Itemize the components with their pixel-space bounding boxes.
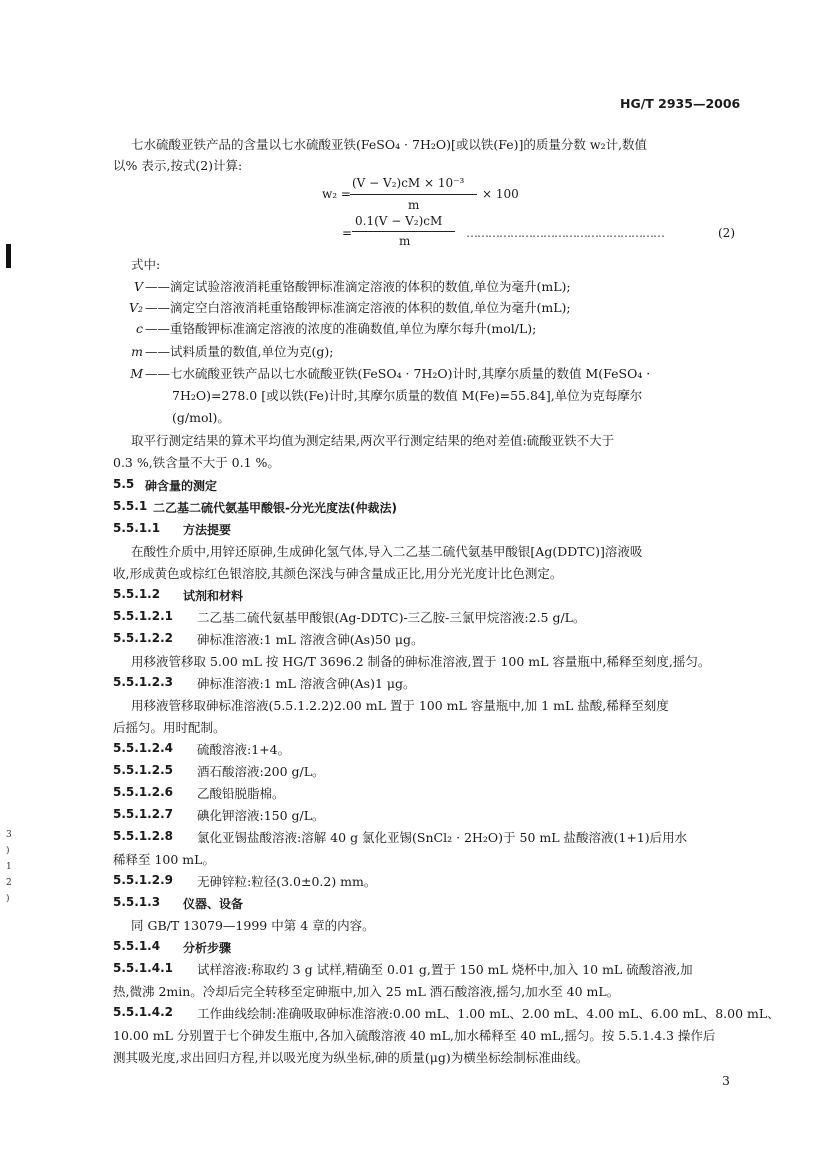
var-symbol: c xyxy=(135,321,143,336)
clause-number: 5.5.1.2.4 xyxy=(113,741,173,755)
formula-numerator-1: (V − V₂)cM × 10⁻³ xyxy=(352,176,465,190)
clause-text: 试样溶液:称取约 3 g 试样,精确至 0.01 g,置于 150 mL 烧杯中,加入 10 mL 硫酸溶液,加 xyxy=(197,962,693,977)
section-title: 分析步骤 xyxy=(183,941,232,955)
formula-leader-dots: ……………………………………………… xyxy=(466,226,664,240)
var-description: ——七水硫酸亚铁产品以七水硫酸亚铁(FeSO₄ · 7H₂O)计时,其摩尔质量的数值 M(FeSO₄ · xyxy=(145,366,651,381)
var-description-cont: (g/mol)。 xyxy=(172,410,230,425)
standard-code: HG/T 2935—2006 xyxy=(620,96,741,111)
formula-equals: = xyxy=(342,226,353,240)
formula-denominator-1: m xyxy=(408,198,420,212)
clause-number: 5.5.1.4.1 xyxy=(113,961,173,975)
section-number: 5.5.1.2 xyxy=(113,587,161,601)
paragraph: 用移液管移取 5.00 mL 按 HG/T 3696.2 制备的砷标准溶液,置于 100 mL 容量瓶中,稀释至刻度,摇匀。 xyxy=(131,654,711,669)
margin-mark: ) xyxy=(6,894,10,904)
var-description: ——试料质量的数值,单位为克(g); xyxy=(145,344,334,359)
clause-number: 5.5.1.2.9 xyxy=(113,873,173,887)
paragraph: 后摇匀。用时配制。 xyxy=(113,720,226,735)
clause-number: 5.5.1.2.7 xyxy=(113,807,173,821)
margin-mark: 1 xyxy=(6,862,12,872)
clause-text: 砷标准溶液:1 mL 溶液含砷(As)50 μg。 xyxy=(197,632,424,647)
formula-denominator-2: m xyxy=(399,234,411,248)
clause-number: 5.5.1.2.3 xyxy=(113,675,173,689)
section-title: 二乙基二硫代氨基甲酸银-分光光度法(仲裁法) xyxy=(153,501,397,515)
section-number: 5.5.1.4 xyxy=(113,939,161,953)
clause-text: 工作曲线绘制:准确吸取砷标准溶液:0.00 mL、1.00 mL、2.00 mL、4.00 mL、6.00 mL、8.00 mL、 xyxy=(197,1006,780,1021)
clause-number: 5.5.1.2.5 xyxy=(113,763,173,777)
section-number: 5.5 xyxy=(113,477,135,491)
var-symbol: m xyxy=(131,344,143,359)
where-label: 式中: xyxy=(131,257,161,272)
paragraph: 在酸性介质中,用锌还原砷,生成砷化氢气体,导入二乙基二硫代氨基甲酸银[Ag(DDTC)]溶液吸 xyxy=(131,544,643,559)
clause-text: 碘化钾溶液:150 g/L。 xyxy=(197,808,325,823)
margin-mark: 2 xyxy=(6,878,12,888)
section-title: 试剂和材料 xyxy=(183,589,244,603)
var-description-cont: 7H₂O)=278.0 [或以铁(Fe)计时,其摩尔质量的数值 M(Fe)=55.84],单位为克每摩尔 xyxy=(172,388,643,403)
section-number: 5.5.1 xyxy=(113,499,148,513)
intro-line-2: 以% 表示,按式(2)计算: xyxy=(113,158,243,173)
clause-text: 酒石酸溶液:200 g/L。 xyxy=(197,764,325,779)
section-number: 5.5.1.3 xyxy=(113,895,161,909)
var-symbol: V xyxy=(133,279,143,294)
margin-mark: ) xyxy=(6,846,10,856)
clause-number: 5.5.1.4.2 xyxy=(113,1005,173,1019)
result-line-1: 取平行测定结果的算术平均值为测定结果,两次平行测定结果的绝对差值:硫酸亚铁不大于 xyxy=(131,433,615,448)
section-number: 5.5.1.1 xyxy=(113,521,161,535)
paragraph: 热,微沸 2min。冷却后完全转移至定砷瓶中,加入 25 mL 酒石酸溶液,摇匀,加水至 40 mL。 xyxy=(113,984,620,999)
clause-text: 无砷锌粒:粒径(3.0±0.2) mm。 xyxy=(197,874,377,889)
clause-number: 5.5.1.2.1 xyxy=(113,609,173,623)
paragraph: 10.00 mL 分别置于七个砷发生瓶中,各加入硫酸溶液 40 mL,加水稀释至 40 mL,摇匀。按 5.5.1.4.3 操作后 xyxy=(113,1028,716,1043)
clause-text: 二乙基二硫代氨基甲酸银(Ag-DDTC)-三乙胺-三氯甲烷溶液:2.5 g/L。 xyxy=(197,610,586,625)
var-description: ——滴定试验溶液消耗重铬酸钾标准滴定溶液的体积的数值,单位为毫升(mL); xyxy=(145,279,571,294)
paragraph: 用移液管移取砷标准溶液(5.5.1.2.2)2.00 mL 置于 100 mL 容量瓶中,加 1 mL 盐酸,稀释至刻度 xyxy=(131,698,669,713)
clause-text: 砷标准溶液:1 mL 溶液含砷(As)1 μg。 xyxy=(197,676,416,691)
paragraph: 稀释至 100 mL。 xyxy=(113,852,215,867)
clause-text: 乙酸铅脱脂棉。 xyxy=(197,786,285,801)
var-description: ——滴定空白溶液消耗重铬酸钾标准滴定溶液的体积的数值,单位为毫升(mL); xyxy=(145,300,571,315)
paragraph: 同 GB/T 13079—1999 中第 4 章的内容。 xyxy=(131,918,375,933)
clause-number: 5.5.1.2.6 xyxy=(113,785,173,799)
result-line-2: 0.3 %,铁含量不大于 0.1 %。 xyxy=(113,455,280,470)
formula-number: (2) xyxy=(718,226,735,240)
fraction-bar-1 xyxy=(350,194,477,195)
clause-text: 氯化亚锡盐酸溶液:溶解 40 g 氯化亚锡(SnCl₂ · 2H₂O)于 50 mL 盐酸溶液(1+1)后用水 xyxy=(197,830,688,845)
page-number: 3 xyxy=(722,1073,730,1088)
var-symbol: M xyxy=(130,366,143,381)
clause-number: 5.5.1.2.2 xyxy=(113,631,173,645)
intro-line-1: 七水硫酸亚铁产品的含量以七水硫酸亚铁(FeSO₄ · 7H₂O)[或以铁(Fe)]的质量分数 w₂计,数值 xyxy=(131,137,648,152)
paragraph: 测其吸光度,求出回归方程,并以吸光度为纵坐标,砷的质量(μg)为横坐标绘制标准曲线。 xyxy=(113,1050,589,1065)
clause-number: 5.5.1.2.8 xyxy=(113,829,173,843)
fraction-bar-2 xyxy=(352,231,455,232)
formula-numerator-2: 0.1(V − V₂)cM xyxy=(355,214,443,228)
var-symbol: V₂ xyxy=(128,300,143,315)
margin-mark: 3 xyxy=(6,830,12,840)
section-title: 仪器、设备 xyxy=(183,897,244,911)
var-description: ——重铬酸钾标准滴定溶液的浓度的准确数值,单位为摩尔每升(mol/L); xyxy=(145,321,537,336)
paragraph: 收,形成黄色或棕红色银溶胶,其颜色深浅与砷含量成正比,用分光光度计比色测定。 xyxy=(113,566,563,581)
formula-times-100: × 100 xyxy=(482,187,519,201)
section-title: 砷含量的测定 xyxy=(145,479,218,493)
section-title: 方法提要 xyxy=(183,523,232,537)
formula-lhs: w₂ = xyxy=(322,187,351,201)
clause-text: 硫酸溶液:1+4。 xyxy=(197,742,291,757)
scan-mark xyxy=(6,244,11,268)
